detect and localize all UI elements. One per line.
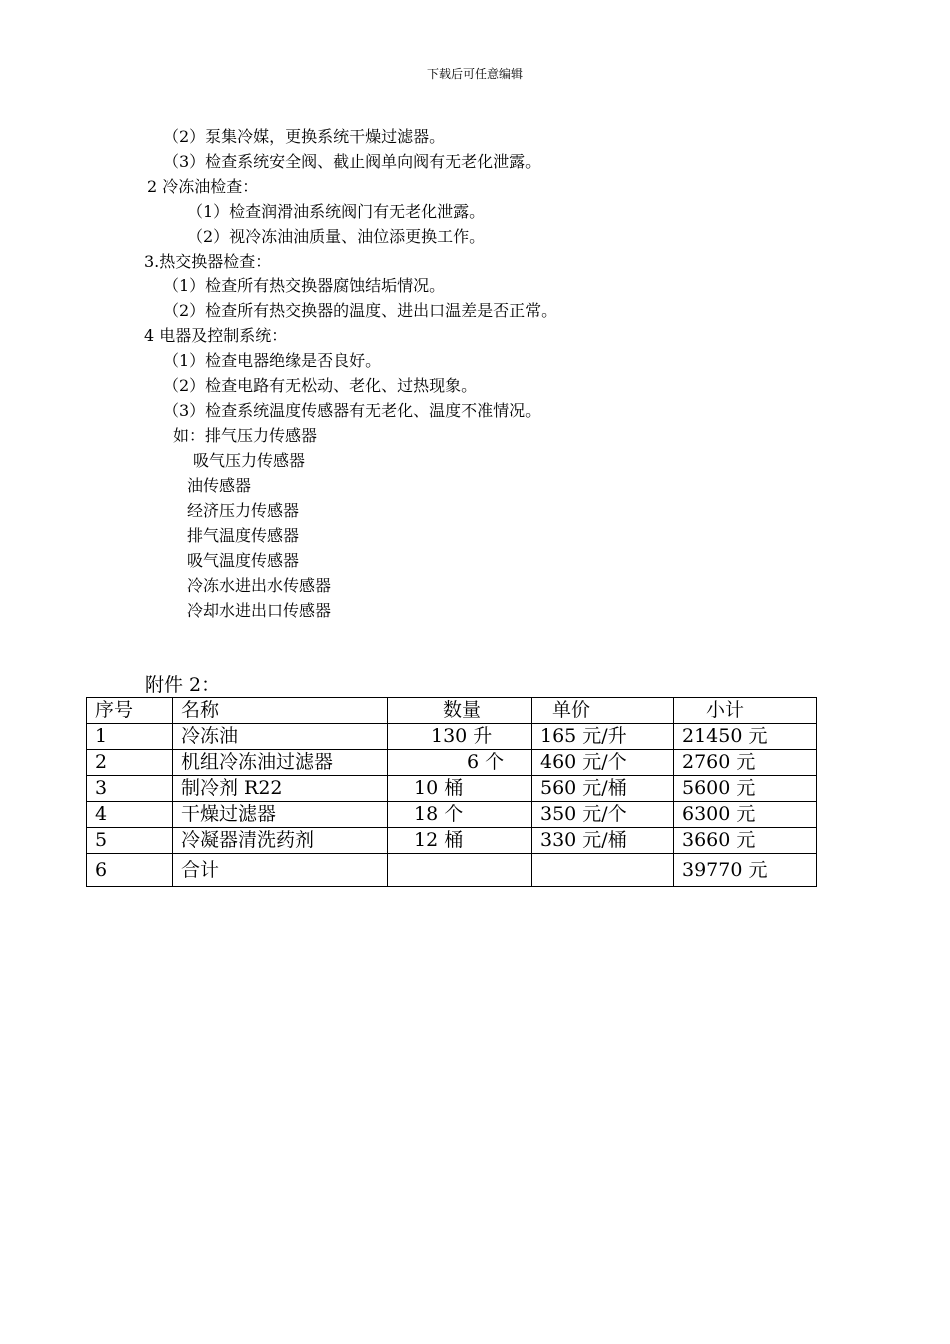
text-line: （1）检查电器绝缘是否良好。: [163, 351, 382, 370]
header-cell-name: 名称: [173, 698, 388, 724]
cost-table: [86, 697, 817, 887]
cell-unit-price: 330 元/桶: [532, 828, 674, 854]
header-cell-index: 序号: [87, 698, 173, 724]
cell-subtotal: 6300 元: [674, 802, 817, 828]
sensor-list-item: 吸气温度传感器: [187, 551, 300, 570]
cell-name: 机组冷冻油过滤器: [173, 750, 388, 776]
cell-subtotal: 21450 元: [674, 724, 817, 750]
cell-unit-price: 165 元/升: [532, 724, 674, 750]
cell-subtotal: 5600 元: [674, 776, 817, 802]
page-header-note: 下载后可任意编辑: [426, 67, 523, 81]
cell-quantity: [388, 854, 532, 887]
table-row: [87, 724, 817, 750]
table-row: [87, 828, 817, 854]
cell-name: 冷凝器清洗药剂: [173, 828, 388, 854]
cell-total-amount: 39770 元: [674, 854, 817, 887]
sensor-list-item: 吸气压力传感器: [193, 451, 306, 470]
sensor-list-item: 排气温度传感器: [187, 526, 300, 545]
cell-index: 2: [87, 750, 173, 776]
cell-index: 4: [87, 802, 173, 828]
header-cell-subtotal: 小计: [674, 698, 817, 724]
cell-index: 5: [87, 828, 173, 854]
cell-quantity: 12 桶: [388, 828, 532, 854]
text-line: （2）检查所有热交换器的温度、进出口温差是否正常。: [163, 301, 558, 320]
cell-name: 冷冻油: [173, 724, 388, 750]
table-row: [87, 802, 817, 828]
table-header-row: [87, 698, 817, 724]
cell-subtotal: 2760 元: [674, 750, 817, 776]
text-line: （3）检查系统温度传感器有无老化、温度不准情况。: [163, 401, 542, 420]
text-line: （1）检查润滑油系统阀门有无老化泄露。: [187, 202, 486, 221]
attachment-title: 附件 2：: [145, 674, 221, 696]
text-line: （2）泵集冷媒，更换系统干燥过滤器。: [163, 127, 446, 146]
sensor-list-item: 冷冻水进出水传感器: [187, 576, 332, 595]
cell-quantity: 6 个: [388, 750, 532, 776]
cell-unit-price: [532, 854, 674, 887]
text-line: （1）检查所有热交换器腐蚀结垢情况。: [163, 276, 446, 295]
sensor-list-item: 冷却水进出口传感器: [187, 601, 332, 620]
header-cell-quantity: 数量: [388, 698, 532, 724]
cell-quantity: 10 桶: [388, 776, 532, 802]
cell-total-label: 合计: [173, 854, 388, 887]
cell-index: 1: [87, 724, 173, 750]
sensor-list-item: 油传感器: [187, 476, 252, 495]
cell-index: 6: [87, 854, 173, 887]
header-cell-unit-price: 单价: [532, 698, 674, 724]
cell-quantity: 18 个: [388, 802, 532, 828]
cell-unit-price: 460 元/个: [532, 750, 674, 776]
table-row: [87, 776, 817, 802]
table-row: [87, 750, 817, 776]
sensor-list-item: 经济压力传感器: [187, 501, 300, 520]
cell-index: 3: [87, 776, 173, 802]
cell-unit-price: 350 元/个: [532, 802, 674, 828]
table-total-row: [87, 854, 817, 887]
text-line: （2）视冷冻油油质量、油位添更换工作。: [187, 227, 486, 246]
section-heading: 4 电器及控制系统：: [144, 326, 288, 345]
section-heading: 3.热交换器检查：: [144, 252, 272, 271]
cell-unit-price: 560 元/桶: [532, 776, 674, 802]
cell-subtotal: 3660 元: [674, 828, 817, 854]
text-line: （3）检查系统安全阀、截止阀单向阀有无老化泄露。: [163, 152, 542, 171]
cell-name: 干燥过滤器: [173, 802, 388, 828]
cell-quantity: 130 升: [388, 724, 532, 750]
cell-name: 制冷剂 R22: [173, 776, 388, 802]
sensor-list-item: 如：排气压力传感器: [173, 426, 318, 445]
text-line: （2）检查电路有无松动、老化、过热现象。: [163, 376, 478, 395]
section-heading: 2 冷冻油检查：: [147, 177, 259, 196]
